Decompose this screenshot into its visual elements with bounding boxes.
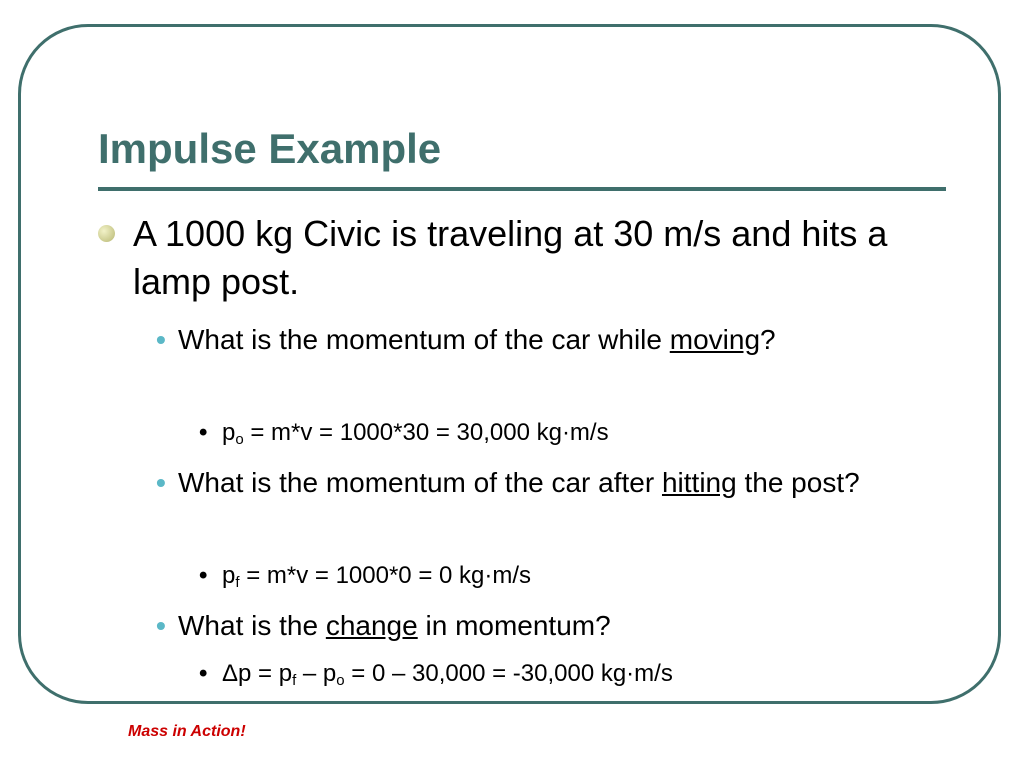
question-text: What is the momentum of the car after	[178, 467, 662, 498]
equation-rest: = m*v = 1000*0 = 0 kg·m/s	[239, 562, 532, 589]
footer-text: Mass in Action!	[128, 723, 246, 740]
black-dot-bullet-icon: •	[199, 562, 208, 589]
cyan-dot-bullet-icon: •	[156, 324, 166, 355]
symbol-p: p	[222, 419, 236, 446]
answer-momentum-change	[222, 659, 922, 689]
subscript-o: o	[235, 431, 244, 448]
subscript-f: f	[235, 574, 240, 591]
black-dot-bullet-icon: •	[199, 419, 208, 446]
question-text-end: the post?	[736, 467, 860, 498]
equation-rest: = m*v = 1000*30 = 30,000 kg·m/s	[243, 419, 609, 446]
minus-p: – p	[296, 660, 337, 687]
answer-final-momentum	[222, 561, 922, 591]
question-text-end: ?	[760, 324, 776, 355]
slide-title: Impulse Example	[98, 125, 442, 172]
olive-disc-bullet-icon	[98, 225, 115, 242]
question-text-end: in momentum?	[417, 610, 611, 641]
question-change	[178, 606, 938, 646]
subscript-o: o	[336, 672, 345, 689]
question-hitting	[178, 463, 938, 503]
title-divider	[98, 187, 946, 191]
question-text: What is the momentum of the car while	[178, 324, 670, 355]
black-dot-bullet-icon: •	[199, 660, 208, 687]
cyan-dot-bullet-icon: •	[156, 610, 166, 641]
answer-initial-momentum	[222, 418, 922, 448]
delta-p-lead: Δp = p	[222, 660, 293, 687]
main-point: A 1000 kg Civic is traveling at 30 m/s and hits a lamp post.	[133, 213, 888, 302]
subscript-f: f	[292, 672, 297, 689]
question-text: What is the	[178, 610, 326, 641]
emphasis-word: moving	[669, 324, 761, 355]
emphasis-word: change	[325, 610, 418, 641]
symbol-p: p	[222, 562, 236, 589]
equation-rest: = 0 – 30,000 = -30,000 kg·m/s	[344, 660, 673, 687]
question-moving	[178, 320, 938, 360]
emphasis-word: hitting	[661, 467, 737, 498]
cyan-dot-bullet-icon: •	[156, 467, 166, 498]
